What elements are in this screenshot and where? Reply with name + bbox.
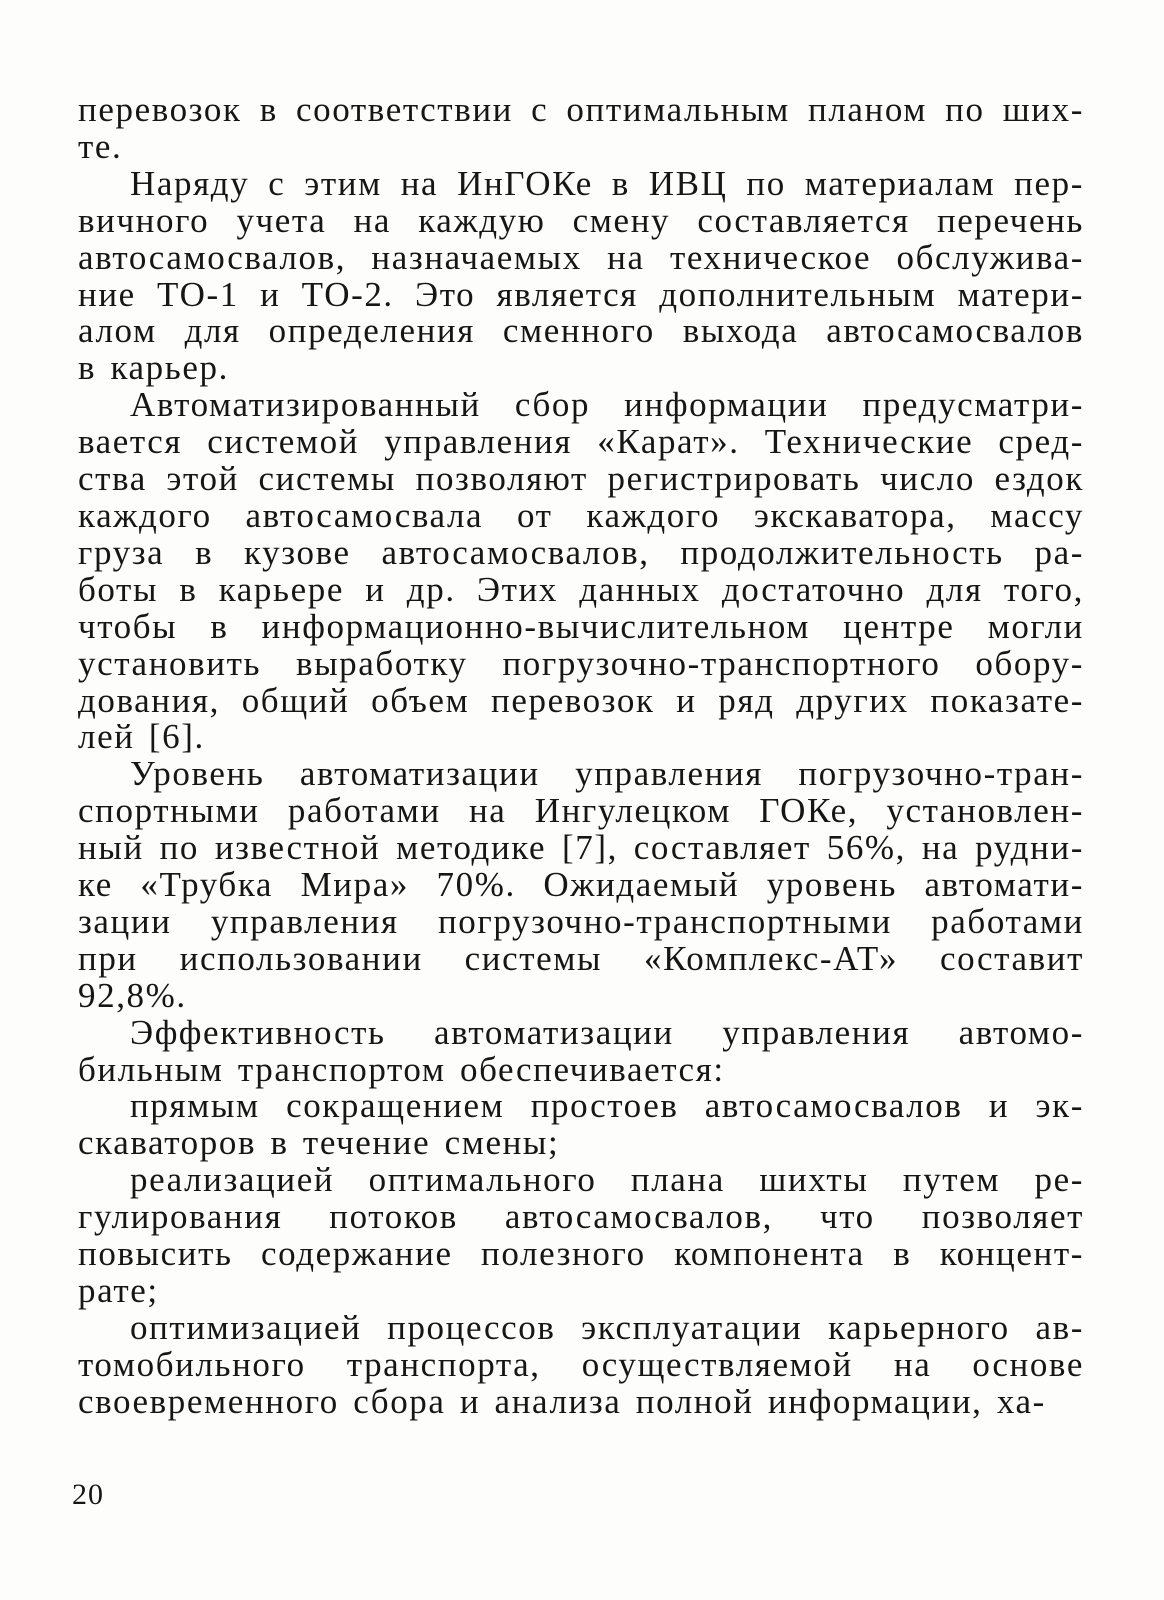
text-line: автосамосвалов, назначаемых на техническое обслужива-	[78, 237, 1084, 277]
text-line: груза в кузове автосамосвалов, продолжительность ра-	[78, 532, 1084, 572]
text-line: вается системой управления «Карат». Технические сред-	[78, 422, 1084, 462]
text-line: боты в карьере и др. Этих данных достаточно для того,	[78, 569, 1084, 609]
text-line: спортными работами на Ингулецком ГОКе, установлен-	[78, 791, 1084, 831]
paragraph	[78, 387, 1084, 756]
text-line: при использовании системы «Комплекс-АТ» составит	[78, 938, 1084, 978]
paragraph	[78, 1012, 1084, 1089]
paragraph	[78, 756, 1084, 1014]
body-text	[78, 92, 1084, 1421]
text-line: ке «Трубка Мира» 70%. Ожидаемый уровень автомати-	[78, 865, 1084, 905]
paragraph	[78, 92, 1084, 166]
text-line: каждого автосамосвала от каждого экскаватора, массу	[78, 495, 1084, 535]
text-line: скаваторов в течение смены;	[78, 1123, 560, 1163]
paragraph	[78, 1307, 1084, 1421]
paragraph	[78, 163, 1084, 388]
text-line: дования, общий объем перевозок и ряд других показате-	[78, 680, 1084, 720]
text-line: своевременного сбора и анализа полной информации, ха-	[78, 1381, 1046, 1421]
text-line: рате;	[78, 1271, 159, 1310]
text-line: ние ТО-1 и ТО-2. Это является дополнительным матери-	[78, 274, 1084, 314]
text-line: Уровень автоматизации управления погрузочно-тран-	[130, 754, 1084, 794]
text-line: ства этой системы позволяют регистрировать число ездок	[78, 459, 1084, 499]
text-line: те.	[78, 126, 123, 166]
text-line: лей [6].	[78, 717, 205, 757]
text-line: перевозок в соответствии с оптимальным планом по ших-	[78, 90, 1084, 129]
text-line: повысить содержание полезного компонента в концент-	[78, 1234, 1084, 1274]
page-number: 20	[72, 1478, 104, 1511]
text-line: алом для определения сменного выхода автосамосвалов	[78, 311, 1084, 351]
text-line: гулирования потоков автосамосвалов, что позволяет	[78, 1197, 1084, 1237]
text-line: в карьер.	[78, 348, 229, 388]
text-line: чтобы в информационно-вычислительном центре могли	[78, 606, 1084, 646]
text-line: вичного учета на каждую смену составляется перечень	[78, 200, 1084, 240]
paragraph	[78, 1088, 1084, 1162]
text-line: ный по известной методике [7], составляет 56%, на рудни-	[78, 828, 1084, 868]
text-line: реализацией оптимального плана шихты путем ре-	[130, 1160, 1084, 1200]
text-line: 92,8%.	[78, 975, 187, 1015]
text-line: томобильного транспорта, осуществляемой на основе	[78, 1344, 1084, 1384]
text-line: Эффективность автоматизации управления автомо-	[130, 1012, 1084, 1052]
paragraph	[78, 1162, 1084, 1310]
text-line: Наряду с этим на ИнГОКе в ИВЦ по материалам пер-	[130, 163, 1084, 203]
text-line: бильным транспортом обеспечивается:	[78, 1049, 725, 1089]
text-line: установить выработку погрузочно-транспортного обору-	[78, 643, 1084, 683]
text-line: оптимизацией процессов эксплуатации карьерного ав-	[130, 1307, 1084, 1347]
text-line: зации управления погрузочно-транспортными работами	[78, 901, 1084, 941]
text-line: Автоматизированный сбор информации предусматри-	[130, 385, 1084, 425]
text-line: прямым сокращением простоев автосамосвалов и эк-	[130, 1086, 1084, 1126]
